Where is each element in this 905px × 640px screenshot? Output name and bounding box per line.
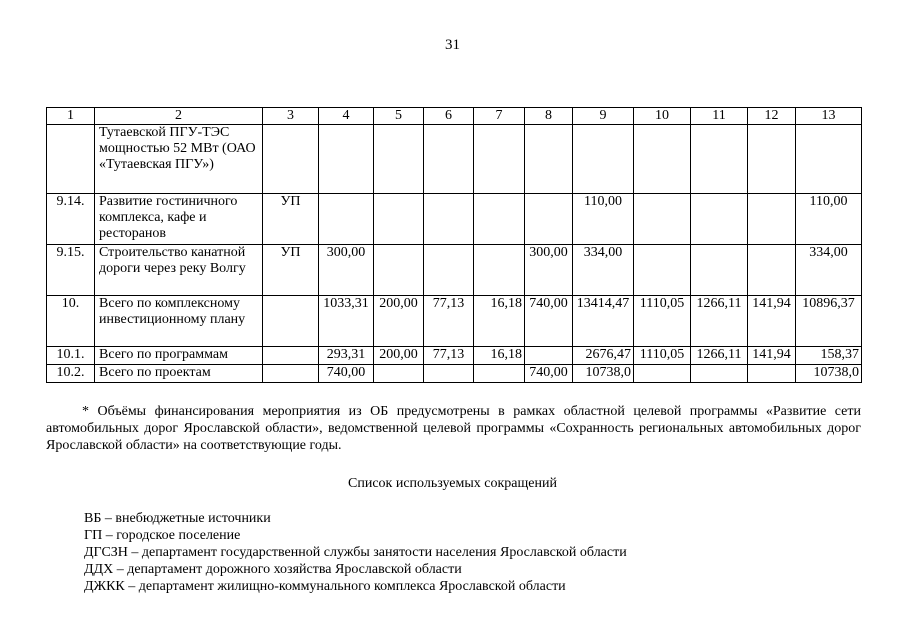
column-header: 12 bbox=[748, 108, 796, 125]
cell-description: Строительство канатной дороги через реку Волгу bbox=[95, 245, 263, 296]
abbreviations-list bbox=[84, 510, 627, 595]
cell-value bbox=[691, 194, 748, 245]
cell-value: 1266,11 bbox=[691, 296, 748, 347]
cell-value: 293,31 bbox=[319, 347, 374, 365]
cell-value: 334,00 bbox=[796, 245, 862, 296]
column-header: 8 bbox=[525, 108, 573, 125]
cell-value bbox=[474, 125, 525, 194]
cell-value: 77,13 bbox=[424, 296, 474, 347]
cell-value bbox=[796, 125, 862, 194]
cell-value: 1266,11 bbox=[691, 347, 748, 365]
cell-value bbox=[748, 245, 796, 296]
cell-value bbox=[525, 194, 573, 245]
cell-description: Всего по проектам bbox=[95, 365, 263, 383]
cell-value: 16,18 bbox=[474, 347, 525, 365]
cell-number: 10.1. bbox=[47, 347, 95, 365]
column-header: 2 bbox=[95, 108, 263, 125]
cell-value bbox=[319, 125, 374, 194]
column-header: 13 bbox=[796, 108, 862, 125]
cell-value: 10738,0 bbox=[573, 365, 634, 383]
list-item: ДГСЗН – департамент государственной службы занятости населения Ярославской области bbox=[84, 545, 627, 560]
cell-value: 110,00 bbox=[573, 194, 634, 245]
cell-value bbox=[374, 245, 424, 296]
cell-value: 16,18 bbox=[474, 296, 525, 347]
cell-description: Всего по комплексному инвестиционному плану bbox=[95, 296, 263, 347]
cell-value bbox=[691, 125, 748, 194]
cell-value bbox=[691, 365, 748, 383]
list-item: ВБ – внебюджетные источники bbox=[84, 511, 271, 526]
cell-value bbox=[573, 125, 634, 194]
cell-value bbox=[525, 125, 573, 194]
investment-plan-table bbox=[46, 107, 862, 383]
column-header: 9 bbox=[573, 108, 634, 125]
table-header-row bbox=[47, 108, 862, 125]
cell-value: 141,94 bbox=[748, 296, 796, 347]
page-number: 31 bbox=[445, 37, 460, 53]
cell-value: 1033,31 bbox=[319, 296, 374, 347]
cell-value: 110,00 bbox=[796, 194, 862, 245]
cell-value bbox=[374, 194, 424, 245]
column-header: 3 bbox=[263, 108, 319, 125]
cell-number: 9.15. bbox=[47, 245, 95, 296]
cell-number: 9.14. bbox=[47, 194, 95, 245]
cell-number: 10.2. bbox=[47, 365, 95, 383]
cell-value bbox=[374, 365, 424, 383]
cell-value bbox=[474, 194, 525, 245]
column-header: 6 bbox=[424, 108, 474, 125]
cell-value bbox=[691, 245, 748, 296]
cell-value bbox=[748, 125, 796, 194]
list-item: ГП – городское поселение bbox=[84, 528, 241, 543]
list-item: ДДХ – департамент дорожного хозяйства Ярославской области bbox=[84, 562, 462, 577]
cell-value: 2676,47 bbox=[573, 347, 634, 365]
cell-value: 200,00 bbox=[374, 347, 424, 365]
cell-value: 10738,0 bbox=[796, 365, 862, 383]
cell-value: 10896,37 bbox=[796, 296, 862, 347]
cell-value: 158,37 bbox=[796, 347, 862, 365]
cell-value: 740,00 bbox=[525, 365, 573, 383]
cell-value bbox=[525, 347, 573, 365]
table-row bbox=[47, 194, 862, 245]
cell-description: Всего по программам bbox=[95, 347, 263, 365]
cell-value: УП bbox=[263, 194, 319, 245]
cell-value bbox=[263, 347, 319, 365]
cell-value bbox=[263, 296, 319, 347]
column-header: 1 bbox=[47, 108, 95, 125]
column-header: 10 bbox=[634, 108, 691, 125]
cell-value bbox=[634, 194, 691, 245]
footnote: * Объёмы финансирования мероприятия из ОБ предусмотрены в рамках областной целевой программы «Развитие сети автомобильных дорог Ярославской области», ведомственной целевой программы «Сохранность региональных автомобильных дорог Ярославской области» на соответствующие годы. bbox=[46, 404, 861, 453]
list-item: ДЖКК – департамент жилищно-коммунального комплекса Ярославской области bbox=[84, 579, 566, 594]
column-header: 7 bbox=[474, 108, 525, 125]
column-header: 11 bbox=[691, 108, 748, 125]
cell-value: 300,00 bbox=[319, 245, 374, 296]
cell-value: 1110,05 bbox=[634, 296, 691, 347]
cell-value: 1110,05 bbox=[634, 347, 691, 365]
cell-value bbox=[634, 245, 691, 296]
abbreviations-title: Список используемых сокращений bbox=[348, 476, 557, 491]
cell-value bbox=[263, 125, 319, 194]
column-header: 5 bbox=[374, 108, 424, 125]
cell-value bbox=[748, 365, 796, 383]
cell-value: 300,00 bbox=[525, 245, 573, 296]
cell-value bbox=[424, 245, 474, 296]
table-row bbox=[47, 125, 862, 194]
cell-value bbox=[319, 194, 374, 245]
cell-value bbox=[634, 125, 691, 194]
cell-value bbox=[424, 194, 474, 245]
cell-value bbox=[374, 125, 424, 194]
table-row bbox=[47, 296, 862, 347]
cell-value bbox=[474, 365, 525, 383]
cell-value bbox=[748, 194, 796, 245]
cell-description: Тутаевской ПГУ-ТЭС мощностью 52 МВт (ОАО «Тутаевская ПГУ») bbox=[95, 125, 263, 194]
cell-value bbox=[474, 245, 525, 296]
cell-value: 77,13 bbox=[424, 347, 474, 365]
cell-description: Развитие гостиничного комплекса, кафе и ресторанов bbox=[95, 194, 263, 245]
cell-number bbox=[47, 125, 95, 194]
cell-value bbox=[263, 365, 319, 383]
cell-value: 740,00 bbox=[525, 296, 573, 347]
cell-value: 334,00 bbox=[573, 245, 634, 296]
table-row bbox=[47, 365, 862, 383]
cell-value bbox=[634, 365, 691, 383]
cell-value: 740,00 bbox=[319, 365, 374, 383]
table-row bbox=[47, 347, 862, 365]
cell-value: 200,00 bbox=[374, 296, 424, 347]
cell-number: 10. bbox=[47, 296, 95, 347]
cell-value bbox=[424, 365, 474, 383]
cell-value bbox=[424, 125, 474, 194]
table-row bbox=[47, 245, 862, 296]
cell-value: УП bbox=[263, 245, 319, 296]
cell-value: 13414,47 bbox=[573, 296, 634, 347]
column-header: 4 bbox=[319, 108, 374, 125]
cell-value: 141,94 bbox=[748, 347, 796, 365]
